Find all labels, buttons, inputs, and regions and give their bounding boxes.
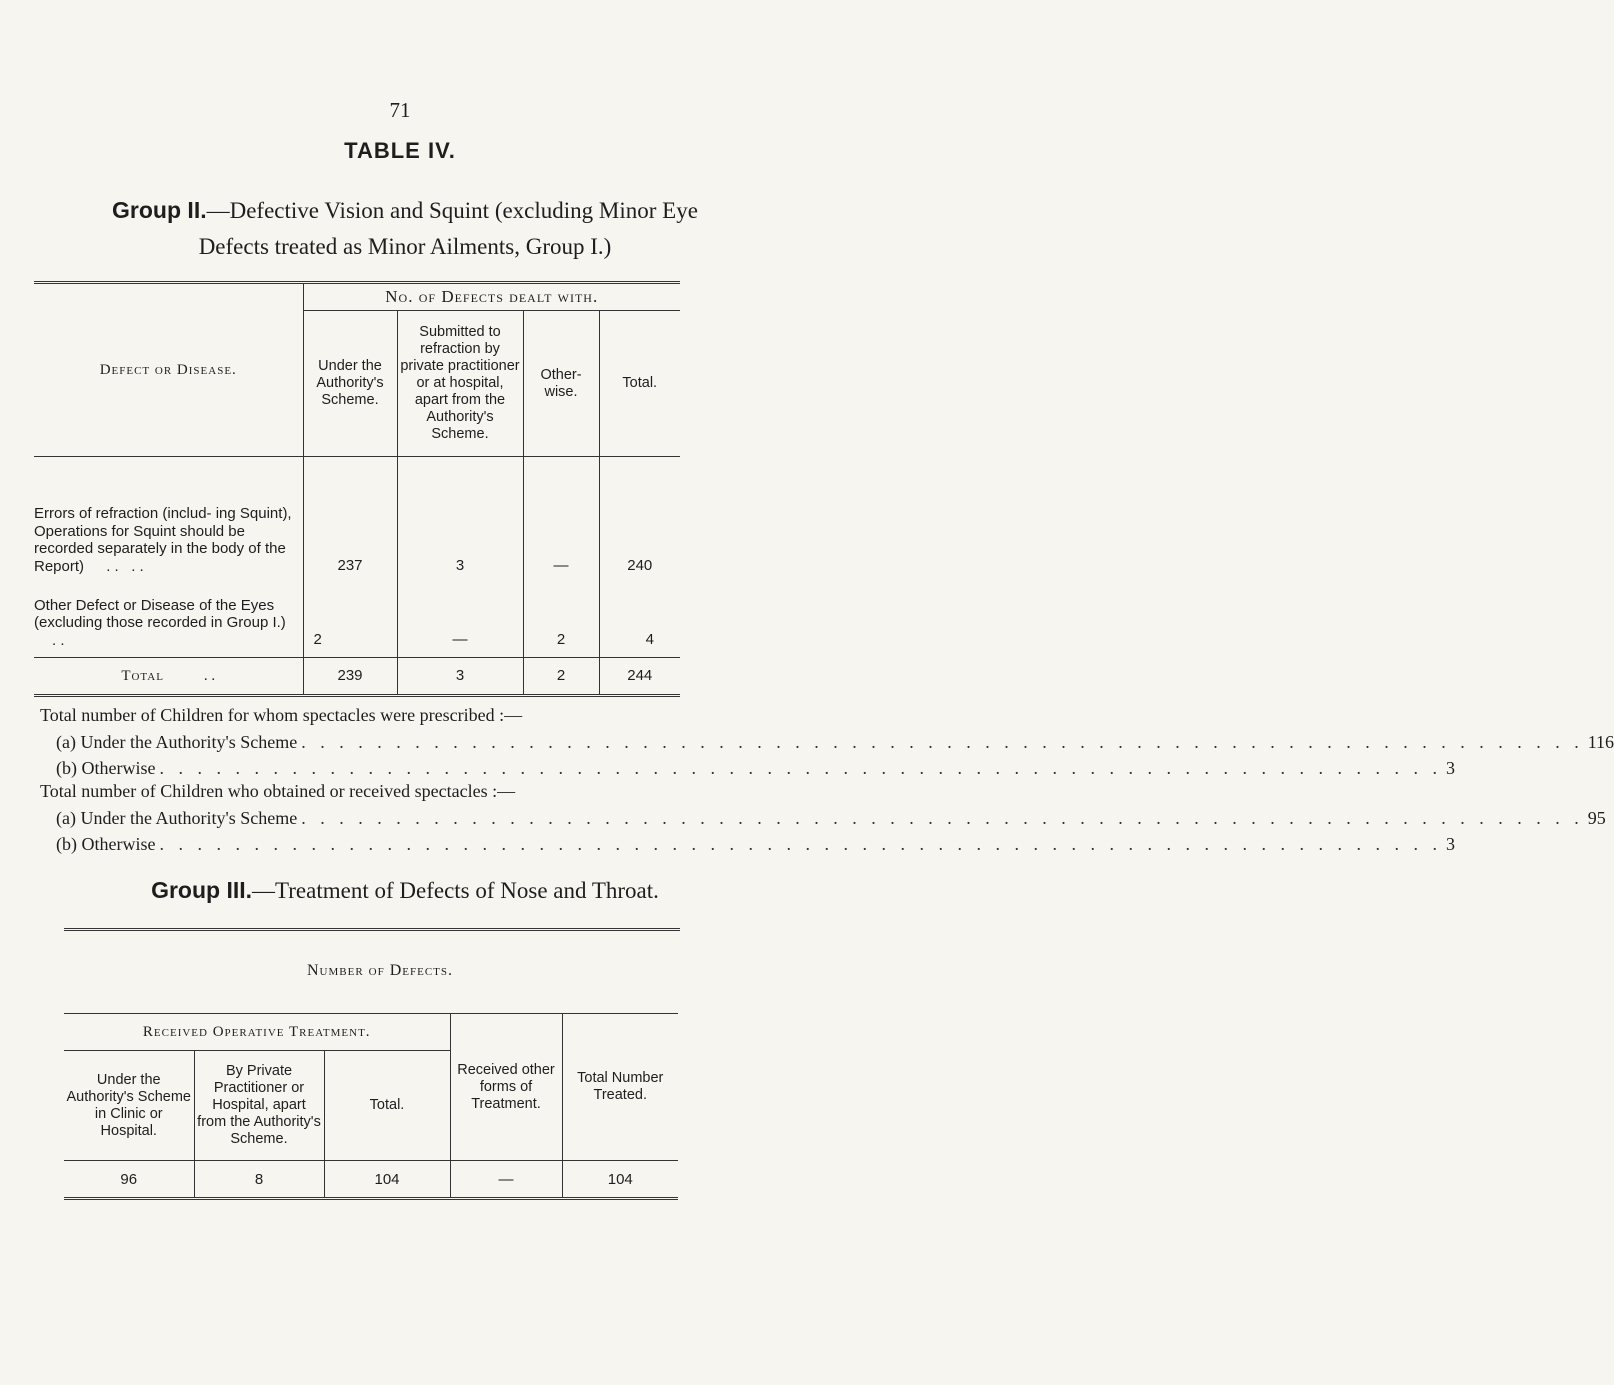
group2-title-line2: Defects treated as Minor Ailments, Group I.) (198, 234, 612, 259)
cell-otherwise: 2 (523, 575, 599, 658)
list-item (40, 831, 1455, 857)
cell-otherwise: — (523, 457, 599, 576)
list-item (40, 805, 1606, 831)
row-label-errors-refraction (34, 457, 303, 576)
group2-heading (60, 192, 750, 265)
col-header-received-operative: Received Operative Treatment. (64, 1014, 450, 1051)
spectacles-prescribed-heading: Total number of Children for whom spectacles were prescribed :— (40, 705, 523, 725)
col-header-otherwise: Other- wise. (523, 311, 599, 457)
group3-label: Group III. (151, 877, 253, 903)
col-header-total: Total. (599, 311, 680, 457)
cell-private: 8 (194, 1161, 324, 1199)
col-header-under-scheme: Under the Authority's Scheme in Clinic or Hospital. (64, 1051, 194, 1161)
table-row (64, 1161, 678, 1199)
cell-total: 4 (599, 575, 680, 658)
spectacles-obtained-section (40, 778, 1606, 857)
total-row-label (34, 658, 303, 696)
cell-under: 96 (64, 1161, 194, 1199)
item-value: 116 (1587, 732, 1614, 752)
total-label-text: Total (121, 667, 164, 684)
row-leader-dots: . . . . (106, 557, 144, 575)
item-label: (a) Under the Authority's Scheme (56, 732, 298, 752)
row-label-text: Errors of refraction (includ- ing Squint), Operations for Squint should be recorded separately in the body of the Report) (34, 505, 292, 575)
group3-heading (60, 872, 750, 909)
list-item (40, 729, 1614, 755)
table-total-row (34, 658, 680, 696)
cell-submitted: 3 (397, 457, 523, 576)
cell-other: — (450, 1161, 562, 1199)
total-submitted: 3 (397, 658, 523, 696)
leader-dots: . . . . . . . . . . . . . . . . . . . . . . . . . . . . . . . . . . . . . . . . . . . . . . . . . . . . . . . . . . . . . . . . . . . . (301, 808, 1584, 828)
col-header-defect: Defect or Disease. (99, 361, 237, 378)
item-value: 95 (1587, 808, 1606, 828)
row-label-other-defect (34, 575, 303, 658)
group2-heading-line1 (60, 192, 750, 229)
cell-under: 237 (303, 457, 397, 576)
table-row (34, 575, 680, 658)
page-number: 71 (389, 98, 411, 122)
total-under: 239 (303, 658, 397, 696)
section-divider (64, 928, 680, 931)
spectacles-obtained-heading: Total number of Children who obtained or received spectacles :— (40, 781, 516, 801)
row-label-text: Other Defect or Disease of the Eyes (excluding those recorded in Group I.) (34, 596, 286, 631)
defective-vision-table (34, 281, 680, 697)
cell-total-treated: 104 (562, 1161, 678, 1199)
col-header-private: By Private Practitioner or Hospital, apart from the Authority's Scheme. (194, 1051, 324, 1161)
nose-throat-table (64, 1013, 678, 1200)
table-row (34, 457, 680, 576)
item-label: (b) Otherwise (56, 834, 156, 854)
group3-title: —Treatment of Defects of Nose and Throat. (252, 878, 659, 903)
group2-title-line1: —Defective Vision and Squint (excluding Minor Eye (206, 198, 698, 223)
item-value: 3 (1445, 758, 1455, 778)
group2-label: Group II. (112, 197, 207, 223)
total-otherwise: 2 (523, 658, 599, 696)
table-title: TABLE IV. (344, 138, 456, 163)
col-header-total: Total. (324, 1051, 450, 1161)
total-leader-dots: . . (203, 667, 216, 684)
col-header-under-scheme: Under the Authority's Scheme. (303, 311, 397, 457)
item-value: 3 (1445, 834, 1455, 854)
col-header-total-treated: Total Number Treated. (562, 1014, 678, 1161)
leader-dots: . . . . . . . . . . . . . . . . . . . . . . . . . . . . . . . . . . . . . . . . . . . . . . . . . . . . . . . . . . . . . . . . . . . . (159, 758, 1442, 778)
number-of-defects-heading: Number of Defects. (306, 962, 454, 979)
row-leader-dots: . . (52, 631, 65, 649)
col-header-submitted: Submitted to refraction by private practitioner or at hospital, apart from the Authority's Scheme. (397, 311, 523, 457)
total-total: 244 (599, 658, 680, 696)
cell-under: 2 (303, 575, 397, 658)
leader-dots: . . . . . . . . . . . . . . . . . . . . . . . . . . . . . . . . . . . . . . . . . . . . . . . . . . . . . . . . . . . . . . . . . . . . (159, 834, 1442, 854)
item-label: (a) Under the Authority's Scheme (56, 808, 298, 828)
item-label: (b) Otherwise (56, 758, 156, 778)
cell-total: 240 (599, 457, 680, 576)
col-header-other-forms: Received other forms of Treatment. (450, 1014, 562, 1161)
col-header-span-defects-dealt: No. of Defects dealt with. (303, 283, 680, 311)
cell-submitted: — (397, 575, 523, 658)
spectacles-prescribed-section (40, 702, 1614, 781)
cell-total: 104 (324, 1161, 450, 1199)
leader-dots: . . . . . . . . . . . . . . . . . . . . . . . . . . . . . . . . . . . . . . . . . . . . . . . . . . . . . . . . . . . . . . . . . . . . (301, 732, 1584, 752)
